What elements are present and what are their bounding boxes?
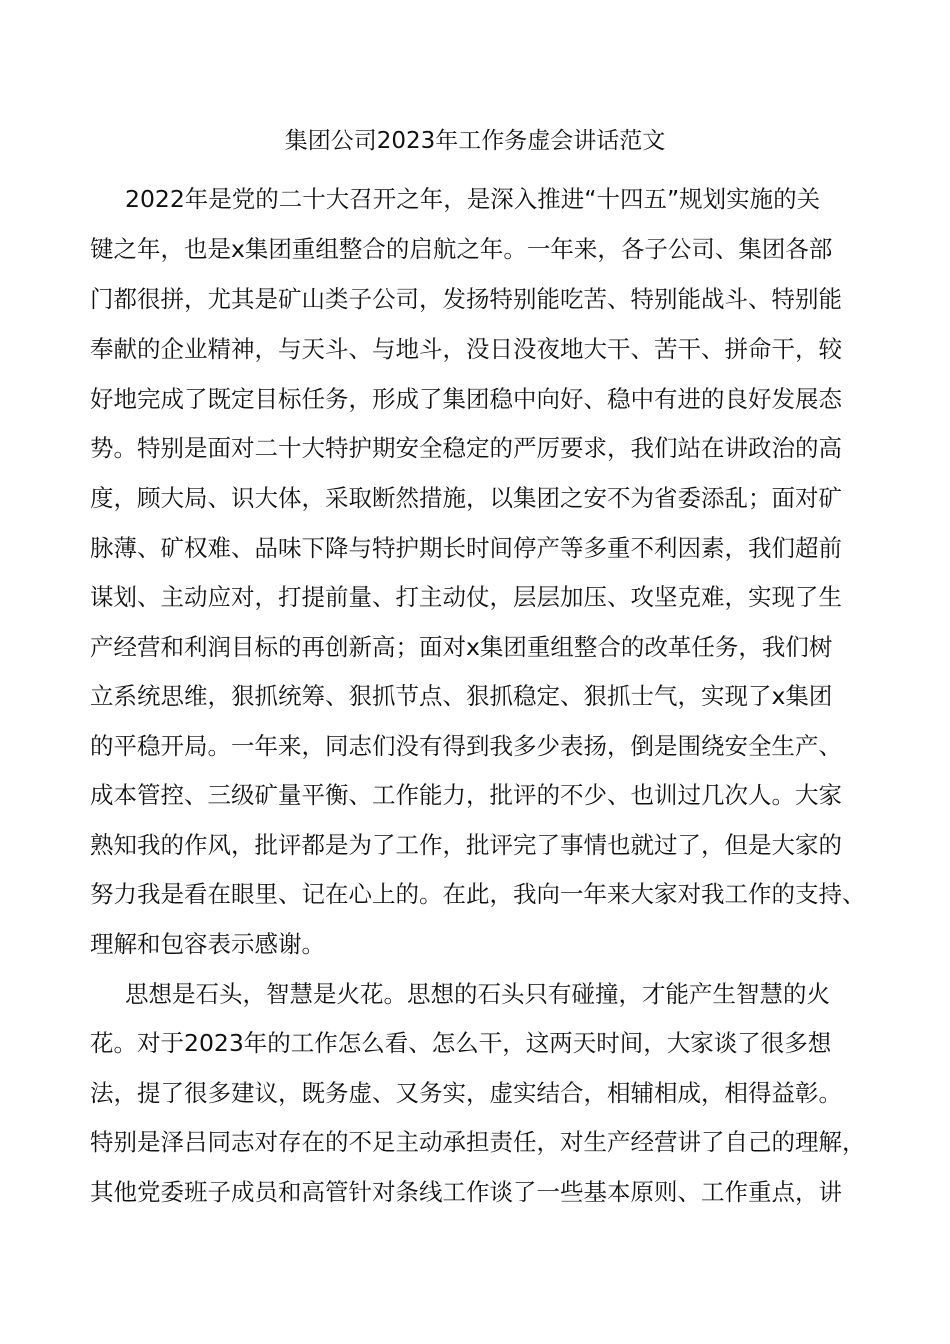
text-line: 2022年是党的二十大召开之年，是深入推进“十四五”规划实施的关 bbox=[125, 185, 821, 213]
text-line: 奉献的企业精神，与天斗、与地斗，没日没夜地大干、苦干、拼命干，较 bbox=[90, 335, 842, 363]
text-line: 键之年，也是x集团重组整合的启航之年。一年来，各子公司、集团各部 bbox=[90, 235, 833, 263]
text-line: 的平稳开局。一年来，同志们没有得到我多少表扬，倒是围绕安全生产、 bbox=[90, 732, 842, 760]
text-line: 特别是泽吕同志对存在的不足主动承担责任，对生产经营讲了自己的理解， bbox=[90, 1128, 866, 1156]
text-line: 门都很拼，尤其是矿山类子公司，发扬特别能吃苦、特别能战斗、特别能 bbox=[90, 285, 842, 313]
text-line: 立系统思维，狠抓统筹、狠抓节点、狠抓稳定、狠抓士气，实现了x集团 bbox=[90, 682, 833, 710]
text-line: 其他党委班子成员和高管针对条线工作谈了一些基本原则、工作重点，讲 bbox=[90, 1178, 842, 1206]
text-line: 脉薄、矿权难、品味下降与特护期长时间停产等多重不利因素，我们超前 bbox=[90, 534, 842, 562]
text-line: 花。对于2023年的工作怎么看、怎么干，这两天时间，大家谈了很多想 bbox=[90, 1029, 832, 1057]
text-line: 法，提了很多建议，既务虚、又务实，虚实结合，相辅相成，相得益彰。 bbox=[90, 1079, 842, 1107]
text-line: 努力我是看在眼里、记在心上的。在此，我向一年来大家对我工作的支持、 bbox=[90, 880, 866, 908]
text-line: 熟知我的作风，批评都是为了工作，批评完了事情也就过了，但是大家的 bbox=[90, 831, 842, 859]
text-line: 理解和包容表示感谢。 bbox=[90, 930, 325, 958]
text-line: 产经营和利润目标的再创新高；面对x集团重组整合的改革任务，我们树 bbox=[90, 633, 833, 661]
text-line: 好地完成了既定目标任务，形成了集团稳中向好、稳中有进的良好发展态 bbox=[90, 385, 842, 413]
text-line: 度，顾大局、识大体，采取断然措施，以集团之安不为省委添乱；面对矿 bbox=[90, 484, 842, 512]
text-line: 势。特别是面对二十大特护期安全稳定的严厉要求，我们站在讲政治的高 bbox=[90, 434, 842, 462]
text-line: 谋划、主动应对，打提前量、打主动仗，层层加压、攻坚克难，实现了生 bbox=[90, 583, 842, 611]
document-title: 集团公司2023年工作务虚会讲话范文 bbox=[284, 128, 666, 154]
text-line: 思想是石头，智慧是火花。思想的石头只有碰撞，才能产生智慧的火 bbox=[125, 980, 830, 1008]
text-line: 成本管控、三级矿量平衡、工作能力，批评的不少、也训过几次人。大家 bbox=[90, 781, 842, 809]
